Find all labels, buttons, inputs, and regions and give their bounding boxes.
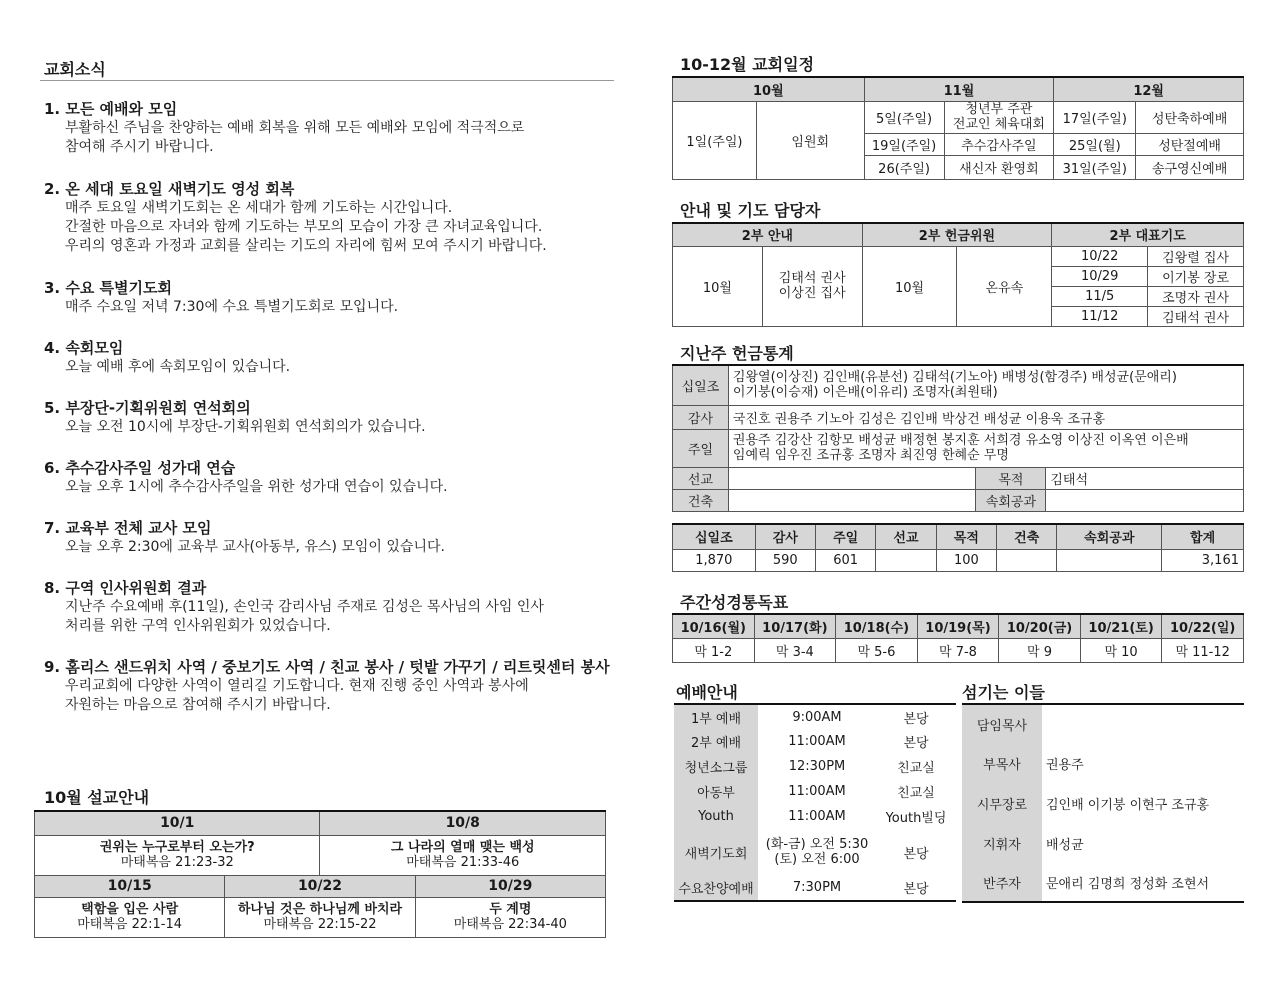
duty-table: [672, 222, 1244, 327]
offering-names-line: 임예릭 임우진 조규홍 조명자 최진영 한혜순 무명: [732, 448, 1009, 463]
sermon-cell: [35, 897, 225, 937]
prayer-name: 이기봉 장로: [1148, 266, 1244, 286]
worship-name: 2부 예배: [674, 729, 758, 754]
staff-names: 문애리 김명희 정성화 조현서: [1042, 863, 1244, 902]
prayer-date: 11/5: [1052, 286, 1148, 306]
worship-time-line: (화-금) 오전 5:30: [765, 837, 869, 852]
bible-day: 10/20(금): [999, 614, 1081, 638]
summary-value: 100: [936, 549, 996, 571]
bible-reading: 막 7-8: [917, 638, 999, 662]
event-date: 26(주일): [864, 155, 944, 179]
news-item-body: 오늘 예배 후에 속회모임이 있습니다.: [65, 359, 291, 375]
duty-title: 안내 및 기도 담당자: [680, 201, 821, 220]
event-date: 25일(월): [1054, 133, 1136, 155]
worship-name: Youth: [674, 804, 758, 829]
news-item-body: 부활하신 주님을 찬양하는 예배 회복을 위해 모든 예배와 모임에 적극적으로 참여해 주시기 바랍니다.: [65, 120, 525, 155]
schedule-title: 10-12월 교회일정: [680, 55, 815, 74]
bible-day: 10/16(월): [673, 614, 755, 638]
summary-header: 합계: [1162, 524, 1244, 549]
event-line: 전교인 체육대회: [952, 117, 1045, 132]
news-item-heading: 3. 수요 특별기도회: [44, 279, 173, 297]
summary-value: 590: [755, 549, 815, 571]
offering-names: [728, 429, 1243, 467]
worship-time: 11:00AM: [788, 784, 846, 799]
sermon-ref: 마태복음 22:15-22: [263, 917, 377, 932]
offering-value: 김태석: [1046, 467, 1244, 489]
offering-label: 선교: [673, 467, 729, 489]
schedule-table: [672, 76, 1244, 180]
event-line: 청년부 주관: [965, 102, 1033, 117]
news-item-heading: 6. 추수감사주일 성가대 연습: [44, 459, 236, 477]
sermon-cell: [225, 897, 415, 937]
news-item-body: 오늘 오전 10시에 부장단-기획위원회 연석회의가 있습니다.: [65, 419, 426, 435]
bible-reading: 막 1-2: [673, 638, 755, 662]
prayer-date: 11/12: [1052, 306, 1148, 326]
news-item-body: 오늘 오후 2:30에 교육부 교사(아동부, 유스) 모임이 있습니다.: [65, 539, 445, 555]
offering-label: 속회공과: [976, 489, 1046, 511]
bible-reading: 막 10: [1080, 638, 1162, 662]
bible-day: 10/18(수): [836, 614, 918, 638]
month-header: 10월: [673, 77, 865, 101]
news-item-3: [44, 279, 624, 317]
duty-header: 2부 헌금위원: [862, 223, 1052, 246]
offering-label: 건축: [673, 489, 729, 511]
news-item-5: [44, 399, 624, 437]
summary-value: [1057, 549, 1162, 571]
prayer-name: 조명자 권사: [1148, 286, 1244, 306]
news-item-8: [44, 579, 624, 636]
summary-header: 속회공과: [1057, 524, 1162, 549]
bible-reading: 막 3-4: [754, 638, 836, 662]
news-item-6: [44, 459, 624, 497]
offering-label: 감사: [673, 405, 729, 429]
bible-day: 10/22(일): [1162, 614, 1244, 638]
news-item-body: 지난주 수요예배 후(11일), 손인국 감리사님 주재로 김성은 목사님의 사임 인사 처리를 위한 구역 인사위원회가 있었습니다.: [65, 599, 544, 634]
event-date: 31일(주일): [1054, 155, 1136, 179]
worship-time: 12:30PM: [788, 759, 846, 774]
news-item-heading: 2. 온 세대 토요일 새벽기도 영성 회복: [44, 180, 295, 198]
news-item-7: [44, 519, 624, 557]
offering-detail-table: [672, 364, 1244, 512]
guide-month: 10월: [673, 246, 763, 326]
worship-place: 본당: [903, 846, 929, 862]
bible-day: 10/17(화): [754, 614, 836, 638]
bible-day: 10/19(목): [917, 614, 999, 638]
event-name: [944, 101, 1054, 133]
news-item-heading: 9. 홈리스 샌드위치 사역 / 중보기도 사역 / 친교 봉사 / 텃밭 가꾸기 / 리트릿센터 봉사: [44, 658, 610, 676]
bible-title: 주간성경통독표: [680, 593, 789, 612]
sermon-cell: [35, 835, 320, 875]
bible-reading: 막 9: [999, 638, 1081, 662]
sermon-title: 그 나라의 열매 맺는 백성: [390, 840, 535, 855]
duty-header: 2부 대표기도: [1052, 223, 1244, 246]
news-item-heading: 7. 교육부 전체 교사 모임: [44, 519, 212, 537]
summary-value: [997, 549, 1057, 571]
news-item-heading: 1. 모든 예배와 모임: [44, 100, 178, 118]
sermon-ref: 마태복음 22:34-40: [453, 917, 567, 932]
news-underline: [40, 80, 614, 81]
offering-names-line: 김왕열(이상진) 김인배(유분선) 김태석(기노아) 배병성(함경주) 배성균(문애리): [732, 370, 1177, 386]
summary-header: 목적: [936, 524, 996, 549]
offering-title: 지난주 헌금통계: [680, 344, 794, 363]
month-header: 11월: [864, 77, 1054, 101]
sermon-ref: 마태복음 21:33-46: [406, 855, 520, 870]
staff-title: 섬기는 이들: [962, 683, 1045, 702]
offering-names: [728, 365, 1243, 405]
worship-place: 친교실: [897, 761, 935, 776]
offering-value: [1046, 489, 1244, 511]
news-item-body: 우리교회에 다양한 사역이 열리길 기도합니다. 현재 진행 중인 사역과 봉사에 자원하는 마음으로 참여해 주시기 바랍니다.: [65, 678, 529, 713]
sermon-ref: 마태복음 21:23-32: [120, 855, 234, 870]
guide-name: 이상진 집사: [778, 286, 846, 301]
staff-role: 부목사: [962, 743, 1042, 783]
event-name: 성탄절예배: [1136, 133, 1244, 155]
worship-time: 9:00AM: [758, 704, 876, 729]
news-item-body: 매주 수요일 저녁 7:30에 수요 특별기도회로 모입니다.: [65, 299, 399, 315]
news-item-heading: 4. 속회모임: [44, 339, 124, 357]
summary-value: 3,161: [1162, 549, 1244, 571]
sermon-date: 10/15: [35, 875, 225, 897]
worship-place: 친교실: [897, 786, 935, 801]
bible-reading: 막 11-12: [1162, 638, 1244, 662]
bible-day: 10/21(토): [1080, 614, 1162, 638]
summary-header: 십일조: [673, 524, 756, 549]
sermon-title: 권위는 누구로부터 오는가?: [99, 840, 255, 855]
worship-name: 새벽기도회: [674, 829, 758, 875]
prayer-date: 10/29: [1052, 266, 1148, 286]
worship-name: 수요찬양예배: [674, 875, 758, 901]
news-item-heading: 8. 구역 인사위원회 결과: [44, 579, 207, 597]
news-item-2: [44, 180, 624, 256]
offering-label: 주일: [673, 429, 729, 467]
summary-header: 선교: [876, 524, 936, 549]
worship-place: 본당: [876, 704, 956, 729]
news-item-body: 오늘 오후 1시에 추수감사주일을 위한 성가대 연습이 있습니다.: [65, 479, 448, 495]
worship-time: 11:00AM: [788, 809, 846, 824]
offering-names-line: 이기붕(이승재) 이은배(이유리) 조명자(최원태): [732, 385, 998, 401]
offering-name: 온유속: [957, 246, 1052, 326]
staff-names: 김인배 이기붕 이현구 조규홍: [1046, 797, 1210, 813]
worship-time: 11:00AM: [788, 734, 846, 749]
news-item-1: [44, 100, 624, 157]
sermon-date: 10/1: [35, 811, 320, 835]
prayer-date: 10/22: [1052, 246, 1148, 266]
bible-reading: 막 5-6: [836, 638, 918, 662]
summary-header: 건축: [997, 524, 1057, 549]
sermon-title: 하나님 것은 하나님께 바치라: [237, 902, 403, 917]
offering-names: 국진호 권용주 기노아 김성은 김인배 박상건 배성균 이용욱 조규홍: [728, 405, 1243, 429]
worship-time: 7:30PM: [758, 875, 876, 901]
worship-place: Youth빌딩: [885, 811, 947, 826]
worship-time: [758, 829, 876, 875]
worship-name: 1부 예배: [674, 704, 758, 729]
event-date: 19일(주일): [864, 133, 944, 155]
worship-place: 본당: [876, 875, 956, 901]
sermon-cell: [415, 897, 605, 937]
summary-value: 1,870: [673, 549, 756, 571]
staff-role: 반주자: [962, 863, 1042, 902]
sermon-title: 두 계명: [489, 902, 532, 917]
offering-label: 십일조: [673, 365, 729, 405]
staff-names: 배성균: [1046, 837, 1084, 853]
staff-names: 권용주: [1046, 757, 1084, 773]
event-name: 송구영신예배: [1136, 155, 1244, 179]
worship-place: 본당: [903, 736, 929, 751]
news-item-body: 매주 토요일 새벽기도회는 온 세대가 함께 기도하는 시간입니다. 간절한 마음으로 자녀와 함께 기도하는 부모의 모습이 가장 큰 자녀교육입니다. 우리의 영혼과 가정과 교회를 살리는 기도의 자리에 힘써 모여 주시기 바랍니다.: [65, 200, 547, 254]
summary-header: 주일: [815, 524, 875, 549]
staff-names: [1042, 704, 1244, 743]
event-name: 성탄축하예배: [1136, 101, 1244, 133]
event-date: 1일(주일): [673, 101, 757, 179]
news-title: 교회소식: [44, 60, 106, 79]
sermon-date: 10/22: [225, 875, 415, 897]
news-item-heading: 5. 부장단-기획위원회 연석회의: [44, 399, 251, 417]
event-date: 17일(주일): [1054, 101, 1136, 133]
sermons-table: [34, 810, 606, 938]
sermon-ref: 마태복음 22:1-14: [77, 917, 183, 932]
offering-names-line: 권용주 김강산 김항모 배성균 배정현 봉지훈 서희경 유소영 이상진 이옥연 이은배: [732, 433, 1189, 448]
staff-role: 지휘자: [962, 823, 1042, 863]
offering-month: 10월: [862, 246, 957, 326]
month-header: 12월: [1054, 77, 1244, 101]
worship-title: 예배안내: [676, 683, 738, 702]
sermon-date: 10/8: [320, 811, 606, 835]
event-name: 임원회: [756, 101, 864, 179]
worship-time-line: (토) 오전 6:00: [774, 852, 860, 867]
staff-table: [962, 703, 1244, 903]
event-name: 추수감사주일: [944, 133, 1054, 155]
staff-role: 담임목사: [962, 704, 1042, 743]
staff-role: 시무장로: [962, 783, 1042, 823]
sermon-title: 택함을 입은 사람: [81, 902, 179, 917]
worship-table: [674, 703, 956, 902]
guide-names: [762, 246, 862, 326]
worship-name: 청년소그룹: [674, 754, 758, 779]
sermon-date: 10/29: [415, 875, 605, 897]
sermons-title: 10월 설교안내: [44, 788, 150, 807]
prayer-name: 김태석 권사: [1148, 306, 1244, 326]
offering-summary-table: [672, 523, 1244, 572]
news-item-4: [44, 339, 624, 377]
event-date: 5일(주일): [864, 101, 944, 133]
prayer-name: 김왕렬 집사: [1148, 246, 1244, 266]
summary-header: 감사: [755, 524, 815, 549]
summary-value: 601: [815, 549, 875, 571]
offering-value: [728, 467, 976, 489]
offering-value: [728, 489, 976, 511]
summary-value: [876, 549, 936, 571]
guide-name: 김태석 권사: [778, 271, 846, 286]
event-name: 새신자 환영회: [944, 155, 1054, 179]
news-item-9: [44, 658, 624, 715]
worship-name: 아동부: [674, 779, 758, 804]
bible-table: [672, 613, 1244, 663]
offering-label: 목적: [976, 467, 1046, 489]
sermon-cell: [320, 835, 606, 875]
duty-header: 2부 안내: [673, 223, 863, 246]
